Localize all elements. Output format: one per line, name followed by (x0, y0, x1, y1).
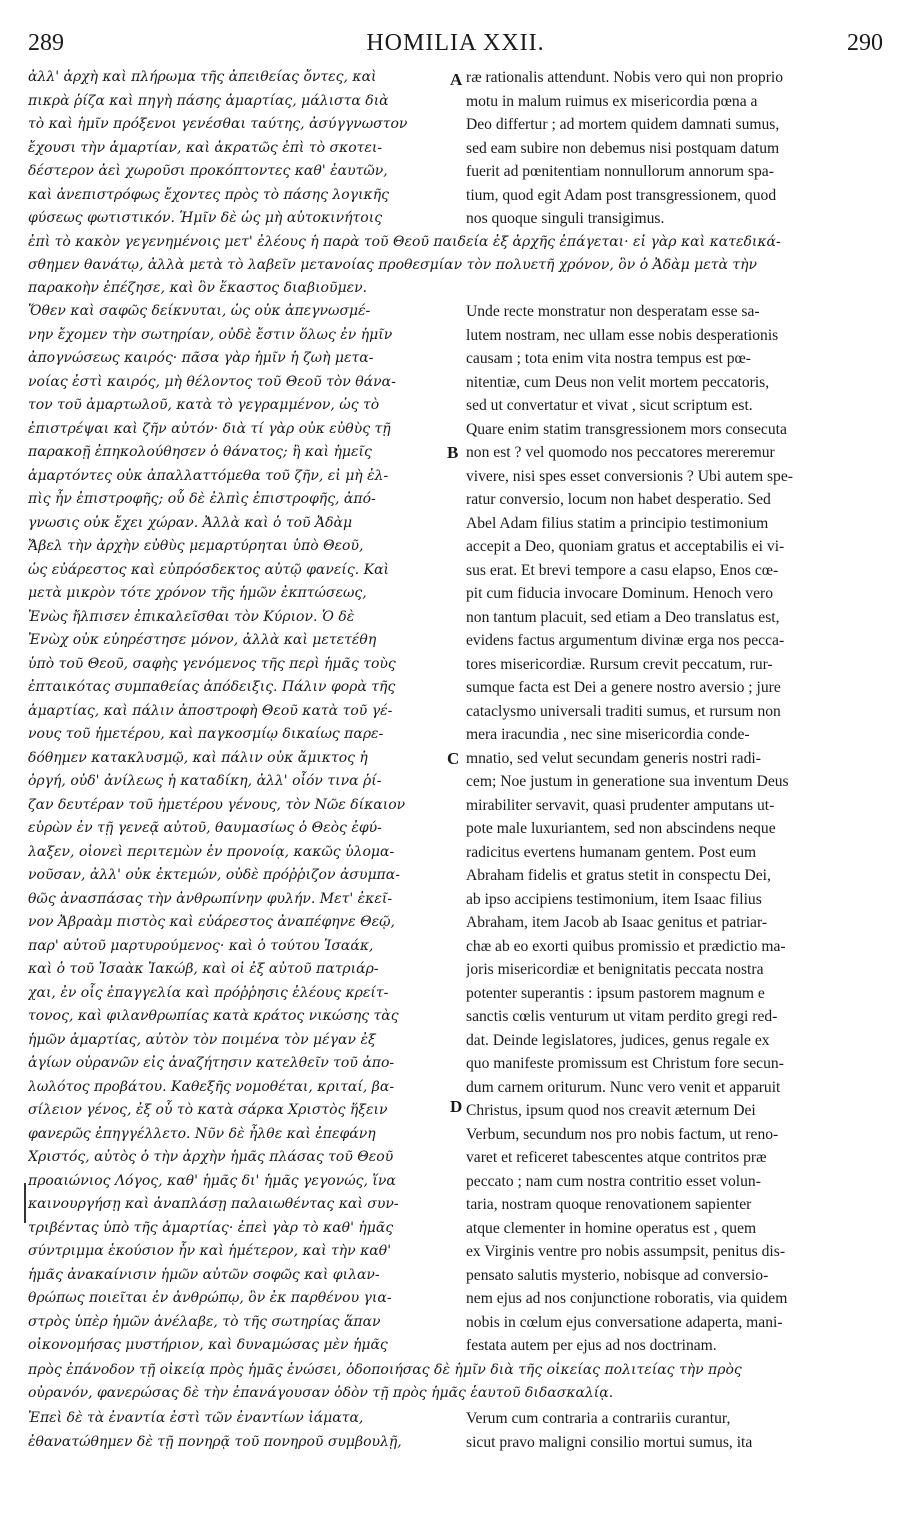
text-line: ἀλλ' ἀρχὴ καὶ πλήρωμα τῆς ἀπειθείας ὄντες, καὶ (28, 69, 377, 85)
greek-fullwidth-bottom (28, 1359, 883, 1405)
page-number-left: 289 (28, 30, 64, 56)
text-line: ἐθανατώθημεν δὲ τῇ πονηρᾷ τοῦ πονηροῦ συμβουλῇ, (28, 1433, 402, 1450)
text-line: sicut pravo maligni consilio mortui sumus, ita (466, 1433, 753, 1451)
text-line: καινουργήσῃ καὶ ἀναπλάσῃ παλαιωθέντας καὶ συν- (28, 1196, 399, 1212)
text-line: sumque facta est Dei a genere nostro aversio ; jure (466, 679, 781, 696)
text-line: causam ; tota enim vita nostra tempus est pœ- (466, 350, 751, 367)
latin-column-top (466, 66, 884, 234)
page-number-right: 290 (847, 30, 883, 56)
text-line: γνωσις οὐκ ἔχει χώραν. Ἀλλὰ καὶ ὁ τοῦ Ἀδὰμ (28, 514, 353, 531)
text-line: φύσεως φωτιστικόν. Ἡμῖν δὲ ὡς μὴ αὐτοκινήτοις (28, 210, 383, 226)
text-line: varet et reficeret tabescentes atque contritos præ (466, 1149, 767, 1166)
text-line: δόθημεν κατακλυσμῷ, καὶ πάλιν οὐκ ἄμικτος ἡ (28, 749, 368, 766)
greek-column-top (28, 66, 446, 234)
text-line: λωλότος προβάτου. Καθεξῆς νομοθέται, κριταί, βα- (28, 1078, 395, 1095)
text-line: vivere, nisi spes esset conversionis ? Ubi autem spe- (466, 467, 793, 485)
text-line: οὐρανόν, φανερώσας δὲ τὴν ἐπανάγουσαν ὁδὸν τῇ πρὸς ἡμᾶς ἑαυτοῦ διδασκαλίᾳ. (28, 1385, 614, 1401)
text-line: Christus, ipsum quod nos creavit æternum Dei (466, 1102, 756, 1119)
text-line: ἡμῶν ἁμαρτίας, αὐτὸν τὸν ποιμένα τὸν μέγαν ἐξ (28, 1031, 376, 1048)
text-line: festata autem per ejus ad nos doctrinam. (466, 1337, 717, 1354)
text-line: nitentiæ, cum Deus non velit mortem peccatoris, (466, 373, 770, 391)
running-title: HOMILIA XXII. (366, 30, 545, 56)
text-line: πικρὰ ῥίζα καὶ πηγὴ πάσης ἁμαρτίας, μάλιστα διὰ (28, 92, 389, 109)
text-line: θῶς ἀνασπάσας τὴν ἀνθρωπίνην φυλήν. Μετ' ἐκεῖ- (28, 890, 393, 907)
text-line: πρὸς ἐπάνοδον τῇ οἰκείᾳ πρὸς ἡμᾶς ἑνώσει, ὁδοποιήσας δὲ ἡμῖν διὰ τῆς οἰκείας πολιτείας τὴν πρὸς (28, 1362, 742, 1378)
text-line: Deo differtur ; ad mortem quidem damnati sumus, (466, 116, 780, 133)
text-line: Verum cum contraria a contrariis curantur, (466, 1410, 731, 1427)
text-line: Abraham, item Jacob ab Isaac genitus et patriar- (466, 914, 768, 931)
text-line: ὡς εὐάρεστος καὶ εὐπρόσδεκτος αὐτῷ φανείς. Καὶ (28, 561, 390, 578)
text-line: ἔχουσι τὴν ἁμαρτίαν, καὶ ἀκρατῶς ἐπὶ τὸ σκοτει- (28, 139, 383, 156)
section-marker-c: C (447, 749, 460, 768)
margin-bracket (24, 1183, 26, 1223)
text-line: σίλειον γένος, ἐξ οὗ τὸ κατὰ σάρκα Χριστὸς ἥξειν (28, 1102, 388, 1118)
text-line: nem ejus ad nos conjunctione roboratis, via quidem (466, 1290, 788, 1307)
text-line: ὑπὸ τοῦ Θεοῦ, σαφὴς γενόμενος τῆς περὶ ἡμᾶς τοὺς (28, 655, 396, 672)
text-line: νους τοῦ ἡμετέρου, καὶ παγκοσμίῳ δικαίως παρε- (28, 726, 384, 742)
text-line: cataclysmo universali traditi sumus, et rursum non (466, 702, 781, 720)
text-line: νοίας ἐστὶ καιρός, μὴ θέλοντος τοῦ Θεοῦ τὸν θάνα- (28, 373, 396, 390)
text-line: Χριστός, αὐτὸς ὁ τὴν ἀρχὴν ἡμᾶς πλάσας τοῦ Θεοῦ (28, 1149, 394, 1165)
text-line: θρώπως ποιεῖται ἐν ἀνθρώπῳ, ὃν ἐκ παρθένου για- (28, 1290, 392, 1306)
text-line: taria, nostram quoque renovationem sapienter (466, 1196, 752, 1213)
text-line: ἐπὶ τὸ κακὸν γεγενημένοις μετ' ἐλέους ἡ παρὰ τοῦ Θεοῦ παιδεία ἐξ ἀρχῆς ἐπάγεται· εἰ γὰρ καὶ κατεδικά- (28, 234, 781, 250)
text-line: motu in malum ruimus ex misericordia pœna a (466, 92, 758, 110)
text-line: νον Ἀβραὰμ πιστὸς καὶ εὐάρεστος ἀναπέφηνε Θεῷ, (28, 914, 395, 930)
text-line: ζαν δευτέραν τοῦ ἡμετέρου γένους, τὸν Νῶε δίκαιον (28, 796, 406, 813)
latin-column-main (466, 300, 884, 1358)
text-line: πὶς ἦν ἐπιστροφῆς; οὗ δὲ ἐλπὶς ἐπιστροφῆς, ἀπό- (28, 491, 376, 507)
text-line: Ἄβελ τὴν ἀρχὴν εὐθὺς μεμαρτύρηται ὑπὸ Θεοῦ, (28, 538, 364, 554)
text-line: non est ? vel quomodo nos peccatores mereremur (466, 444, 775, 461)
page-header (28, 30, 883, 60)
text-line: σθημεν θανάτῳ, ἀλλὰ μετὰ τὸ λαβεῖν μετανοίας προθεσμίαν τὸν πολυετῆ χρόνον, ὃν ὁ Ἀδὰμ μετὰ τὴν (28, 257, 758, 273)
text-line: atque clementer in homine operatus est , quem (466, 1219, 757, 1237)
text-line: χαι, ἐν οἷς ἐπαγγελία καὶ πρόῤῥησις ἐλέους κρείτ- (28, 984, 389, 1001)
text-line: sed ut convertatur et vivat , sicut scriptum est. (466, 397, 753, 414)
text-line: ἁμαρτίας, καὶ πάλιν ἀποστροφὴ Θεοῦ κατὰ τοῦ γέ- (28, 702, 393, 719)
text-line: ἐπταικότας συμπαθείας ἀπόδειξις. Πάλιν φορὰ τῆς (28, 679, 396, 695)
text-line: pit cum fiducia invocare Dominum. Henoch vero (466, 585, 774, 602)
text-line: pote male luxuriantem, sed non abscindens neque (466, 820, 776, 837)
text-line: pensato salutis mysterio, nobisque ad conversio- (466, 1266, 769, 1284)
text-line: ratur conversio, locum non habet desperatio. Sed (466, 491, 771, 508)
text-line: ræ rationalis attendunt. Nobis vero qui non proprio (466, 69, 784, 86)
text-line: tores misericordiæ. Rursum crevit peccatum, rur- (466, 655, 773, 673)
text-line: ex Virginis ventre pro nobis assumpsit, penitus dis- (466, 1243, 786, 1260)
section-marker-b: B (447, 443, 459, 462)
text-line: Unde recte monstratur non desperatam esse sa- (466, 303, 760, 320)
text-line: Ὅθεν καὶ σαφῶς δείκνυται, ὡς οὐκ ἀπεγνωσμέ- (28, 303, 371, 319)
text-line: λαξεν, οἱονεὶ περιτεμὼν ἐν προνοίᾳ, κακῶς ὑλομα- (28, 843, 395, 860)
text-line: εὑρὼν ἐν τῇ γενεᾷ αὐτοῦ, θαυμασίως ὁ Θεὸς ἐφύ- (28, 820, 382, 836)
text-line: dat. Deinde legislatores, judices, genus regale ex (466, 1031, 770, 1049)
text-line: παρακοὴν ἐπέζησε, καὶ ὃν ἕκαστος διαβιοῦμεν. (28, 280, 368, 296)
text-line: νοῦσαν, ἀλλ' οὐκ ἐκτεμών, οὐδὲ πρόῤῥιζον ἀσυμπα- (28, 867, 400, 883)
text-line: παρακοῇ ἐπηκολούθησεν ὁ θάνατος; ἢ καὶ ἡμεῖς (28, 444, 372, 460)
text-line: quo manifeste promissum est Christum fore secun- (466, 1055, 784, 1072)
text-line: sanctis cœlis venturum ut vitam perdito gregi red- (466, 1008, 778, 1025)
text-line: Abel Adam filius statim a principio testimonium (466, 514, 769, 532)
text-line: Ἐνὼς ἤλπισεν ἐπικαλεῖσθαι τὸν Κύριον. Ὁ δὲ (28, 608, 355, 625)
text-line: Verbum, secundum nos pro nobis factum, ut reno- (466, 1125, 779, 1143)
text-line: Abraham fidelis et gratus stetit in conspectu Dei, (466, 867, 771, 884)
text-line: σύντριμμα ἑκούσιον ἦν καὶ ἡμέτερον, καὶ τὴν καθ' (28, 1243, 392, 1259)
greek-fullwidth-top (28, 231, 883, 300)
latin-column-end (466, 1407, 884, 1455)
text-line: φανερῶς ἐπηγγέλλετο. Νῦν δὲ ἦλθε καὶ ἐπεφάνη (28, 1125, 376, 1142)
text-line: ἐπιστρέψαι καὶ ζῆν αὐτόν· διὰ τί γὰρ οὐκ εὐθὺς τῇ (28, 420, 391, 437)
text-line: nobis in cœlum ejus conversatione adaperta, mani- (466, 1313, 783, 1331)
text-line: accepit a Deo, quoniam gratus et acceptabilis ei vi- (466, 538, 785, 555)
text-line: τριβέντας ὑπὸ τῆς ἁμαρτίας· ἐπεὶ γὰρ τὸ καθ' ἡμᾶς (28, 1219, 394, 1236)
text-line: mera iracundia , nec sine misericordia conde- (466, 726, 750, 743)
text-line: sed eam subire non debemus nisi postquam datum (466, 139, 780, 157)
text-line: Ἐπεὶ δὲ τὰ ἐναντία ἐστὶ τῶν ἐναντίων ἰάματα, (28, 1410, 364, 1426)
text-line: mirabiliter servavit, quasi prudenter amputans ut- (466, 796, 775, 814)
text-line: τον τοῦ ἁμαρτωλοῦ, κατὰ τὸ γεγραμμένον, ὡς τὸ (28, 397, 380, 413)
text-line: καὶ ἀνεπιστρόφως ἔχοντες πρὸς τὸ πάσης λογικῆς (28, 186, 389, 203)
text-line: παρ' αὐτοῦ μαρτυρούμενος· καὶ ὁ τούτου Ἰσαάκ, (28, 937, 374, 954)
text-line: potenter superantis : ipsum pastorem magnum e (466, 984, 765, 1002)
text-line: chæ ab eo exorti quibus promissio et prædictio ma- (466, 937, 786, 955)
text-line: sus erat. Et brevi tempore a casu elapso, Enos cœ- (466, 561, 779, 579)
text-line: Quare enim statim transgressionem mors consecuta (466, 420, 787, 438)
text-line: radicitus evertens humanam gentem. Post eum (466, 843, 757, 861)
text-line: καὶ ὁ τοῦ Ἰσαὰκ Ἰακώβ, καὶ οἱ ἐξ αὐτοῦ πατριάρ- (28, 961, 379, 977)
text-line: tium, quod egit Adam post transgressionem, quod (466, 186, 777, 204)
text-line: ἡμᾶς ἀνακαίνισιν ἡμῶν αὐτῶν σοφῶς καὶ φιλαν- (28, 1266, 380, 1283)
section-marker-a: A (450, 70, 463, 89)
text-line: τονος, καὶ φιλανθρωπίας κατὰ κράτος νικώσης τὰς (28, 1008, 399, 1024)
text-line: ἁμαρτόντες οὐκ ἀπαλλαττόμεθα τοῦ ζῆν, εἰ μὴ ἐλ- (28, 467, 389, 484)
text-line: ἀπογνώσεως καιρός· πᾶσα γὰρ ἡμῖν ἡ ζωὴ μετα- (28, 350, 374, 366)
text-line: cem; Noe justum in generatione sua inventum Deus (466, 773, 789, 790)
text-line: στρὸς ὑπὲρ ἡμῶν ἀνέλαβε, τὸ τῆς σωτηρίας ἅπαν (28, 1313, 381, 1330)
text-line: προαιώνιος Λόγος, καθ' ἡμᾶς δι' ἡμᾶς γεγονώς, ἵνα (28, 1172, 396, 1189)
section-marker-d: D (450, 1097, 463, 1116)
text-line: ἁγίων οὐρανῶν εἰς ἀναζήτησιν κατελθεῖν τοῦ ἀπο- (28, 1055, 395, 1071)
text-line: dum carnem oriturum. Nunc vero venit et apparuit (466, 1078, 781, 1096)
text-line: evidens factus argumentum divinæ erga nos pecca- (466, 632, 785, 649)
text-line: τὸ καὶ ἡμῖν πρόξενοι γενέσθαι ταύτης, ἀσύγγνωστον (28, 116, 408, 132)
text-line: peccato ; nam cum nostra contritio esset volun- (466, 1172, 761, 1190)
greek-column-main (28, 300, 446, 1358)
text-line: non tantum placuit, sed etiam a Deo translatus est, (466, 608, 780, 626)
text-line: ὀργή, οὐδ' ἀνίλεως ἡ καταδίκη, ἀλλ' οἷόν τινα ῥί- (28, 773, 382, 789)
greek-column-end (28, 1407, 446, 1455)
text-line: mnatio, sed velut secundam generis nostri radi- (466, 749, 761, 767)
text-line: fuerit ad pœnitentiam nonnullorum annorum spa- (466, 163, 774, 180)
text-line: Ἐνὼχ οὐκ εὐηρέστησε μόνον, ἀλλὰ καὶ μετετέθη (28, 632, 377, 648)
text-line: οἰκονομήσας μυστήριον, καὶ δυναμώσας μὲν ἡμᾶς (28, 1337, 388, 1353)
text-line: joris misericordiæ et benignitatis peccata nostra (466, 961, 764, 978)
text-line: nos quoque singuli transigimus. (466, 210, 665, 227)
text-line: νην ἔχομεν τὴν σωτηρίαν, οὐδὲ ἔστιν ὅλως ἐν ἡμῖν (28, 326, 393, 343)
text-line: μετὰ μικρὸν τότε χρόνον τῆς ἡμῶν ἐκπτώσεως, (28, 585, 367, 601)
text-line: lutem nostram, nec ullam esse nobis desperationis (466, 326, 779, 344)
text-line: δέστερον ἀεὶ χωροῦσι προκόπτοντες καθ' ἑαυτῶν, (28, 163, 388, 179)
text-line: ab ipso accipiens testimonium, item Isaac filius (466, 890, 762, 908)
